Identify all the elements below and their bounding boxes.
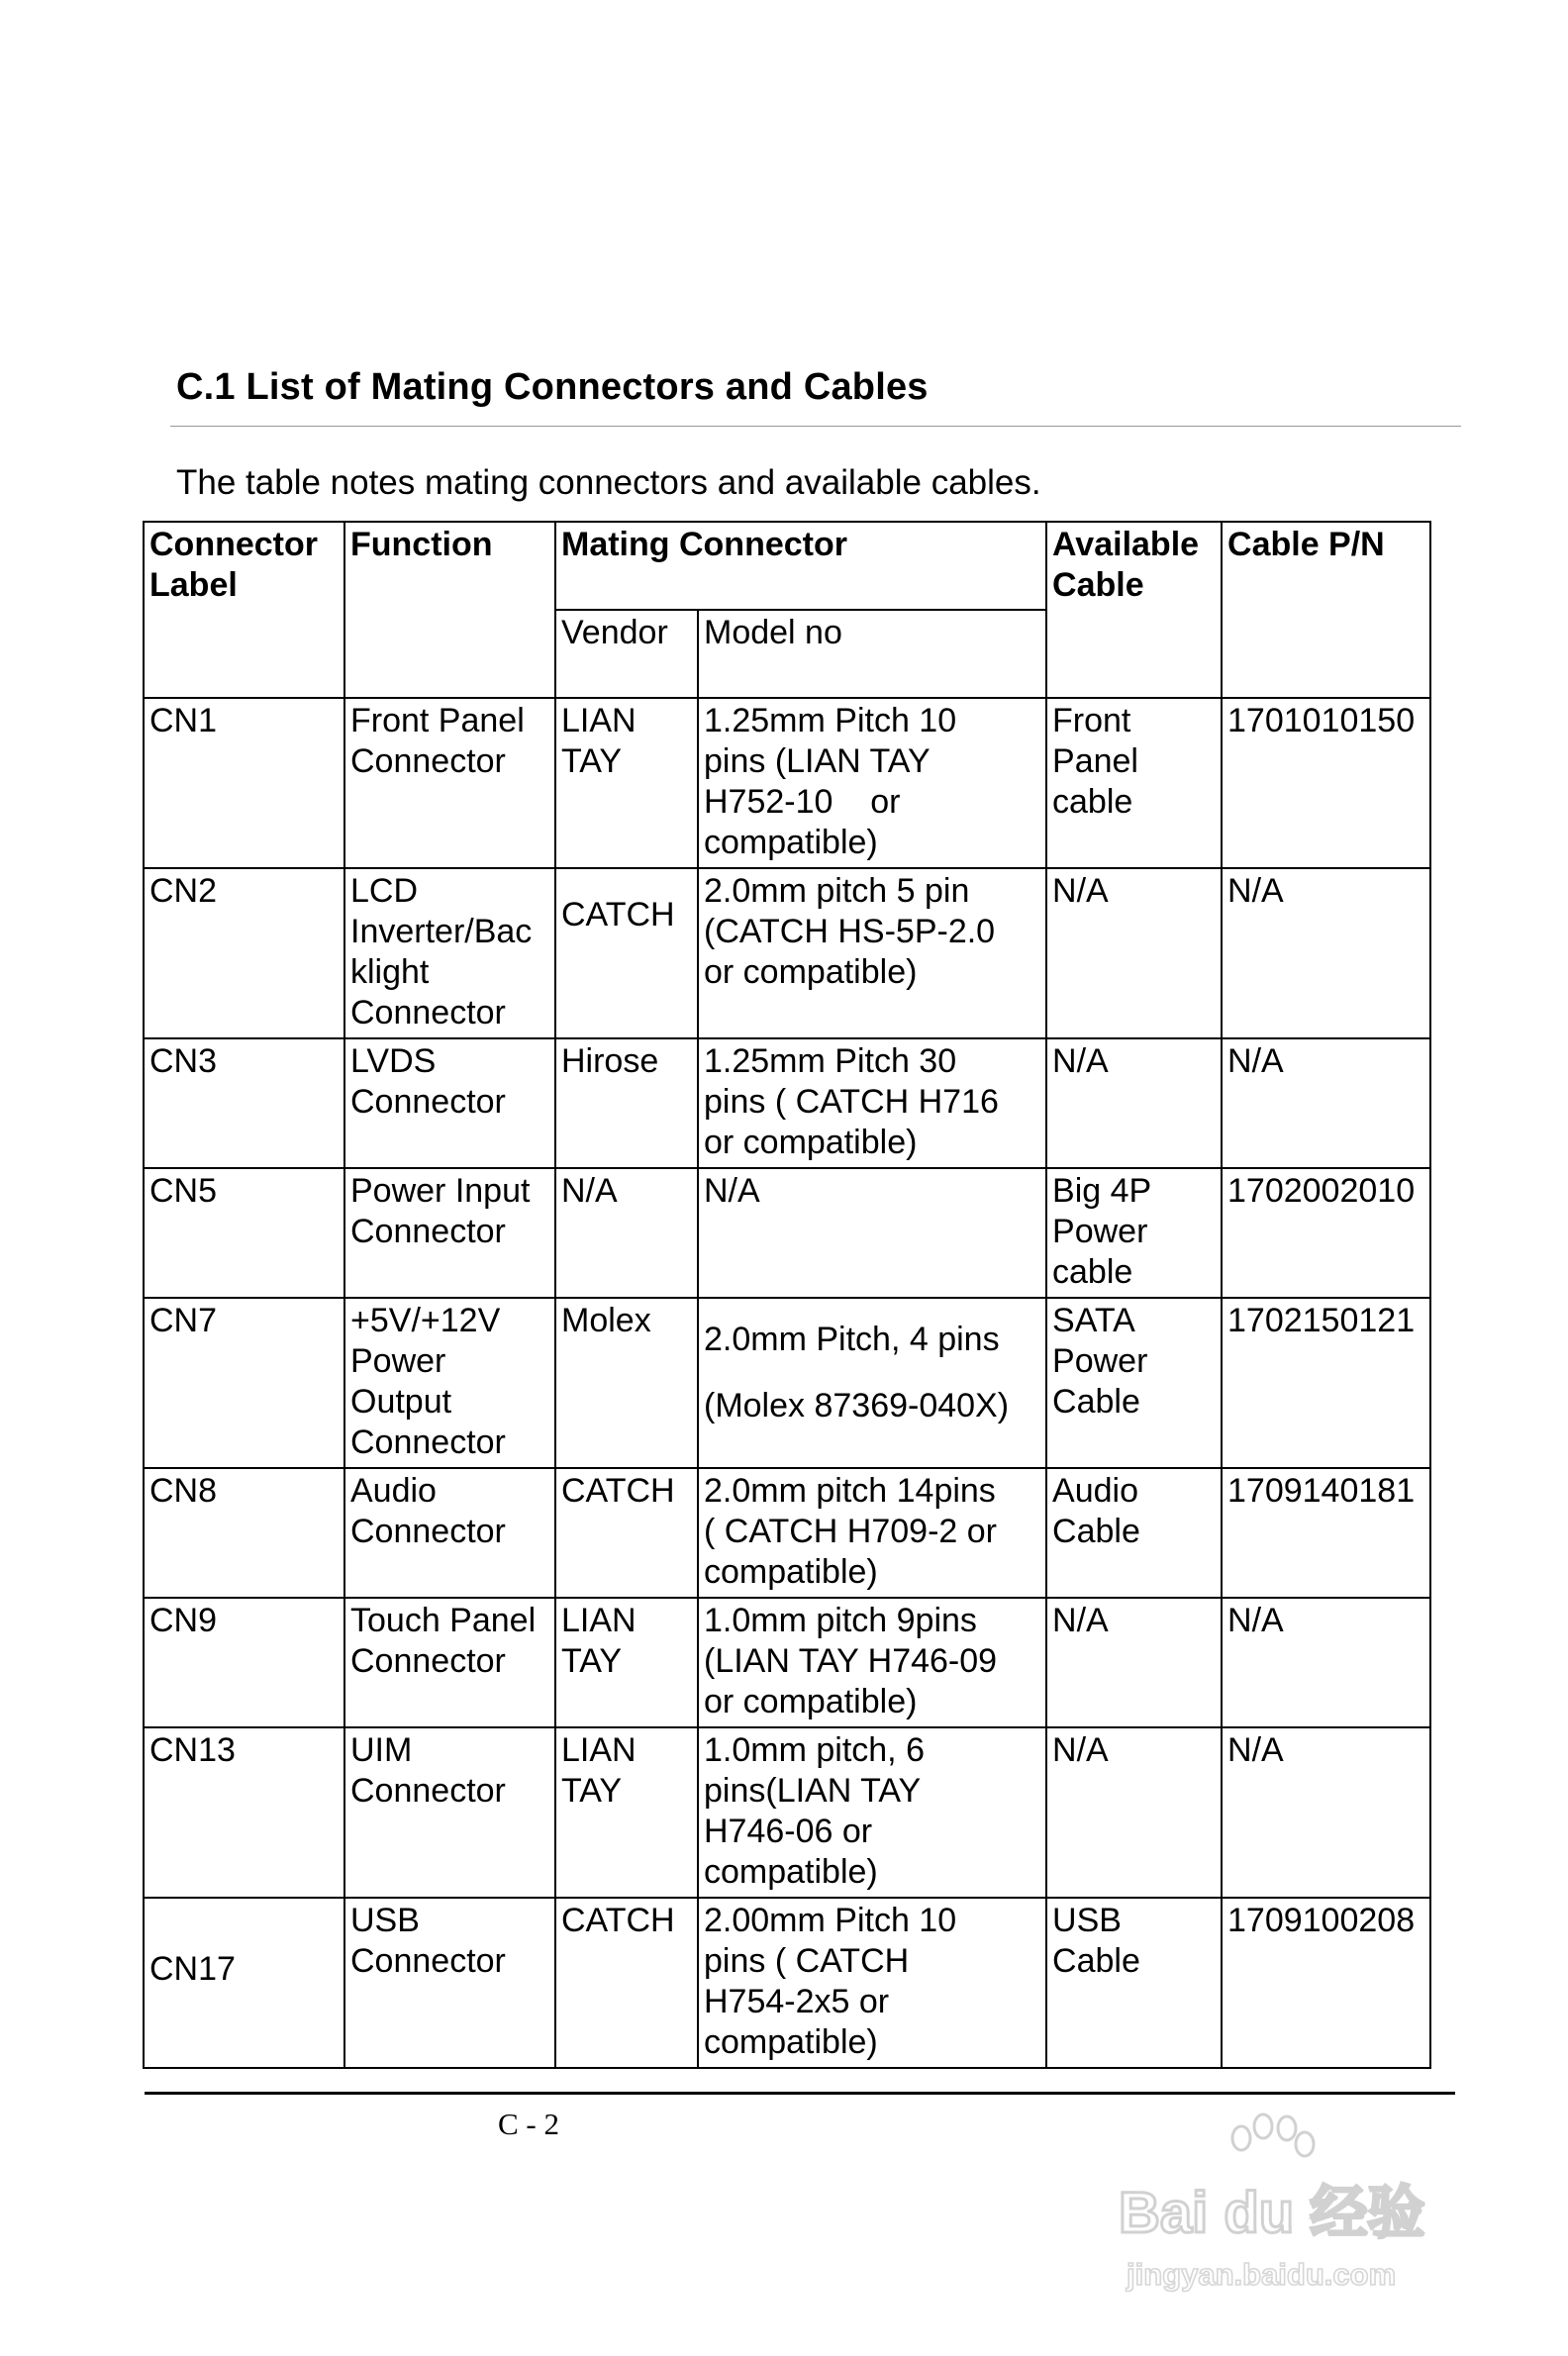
cell-vendor: Molex xyxy=(555,1298,698,1468)
header-cable-pn: Cable P/N xyxy=(1222,522,1430,698)
cell-function: USB Connector xyxy=(344,1898,555,2068)
page-number: C - 2 xyxy=(498,2107,559,2141)
header-function: Function xyxy=(344,522,555,698)
cell-cable: Big 4P Power cable xyxy=(1046,1168,1222,1298)
cell-label: CN13 xyxy=(144,1727,344,1898)
cell-function: Touch Panel Connector xyxy=(344,1598,555,1727)
watermark-brand: Bai du 经验 xyxy=(1119,2181,1425,2245)
cell-label: CN9 xyxy=(144,1598,344,1727)
watermark-url: jingyan.baidu.com xyxy=(1127,2257,1397,2292)
cell-function: LVDS Connector xyxy=(344,1038,555,1168)
cell-pn: 1709140181 xyxy=(1222,1468,1430,1598)
cell-pn: N/A xyxy=(1222,1727,1430,1898)
cell-cable: N/A xyxy=(1046,1598,1222,1727)
cell-model: 1.0mm pitch 9pins (LIAN TAY H746-09 or compatible) xyxy=(698,1598,1046,1727)
cell-label: CN17 xyxy=(144,1898,344,2068)
cell-function: LCD Inverter/Bac klight Connector xyxy=(344,868,555,1038)
cell-cable: SATA Power Cable xyxy=(1046,1298,1222,1468)
table-row xyxy=(144,698,1430,868)
footer-divider xyxy=(145,2092,1455,2095)
paw-logo-icon xyxy=(1232,2114,1314,2156)
cell-model: N/A xyxy=(698,1168,1046,1298)
cell-cable: N/A xyxy=(1046,1038,1222,1168)
model-line: (Molex 87369-040X) xyxy=(704,1387,1010,1424)
header-vendor: Vendor xyxy=(555,610,698,698)
cell-cable: N/A xyxy=(1046,868,1222,1038)
cell-function: Audio Connector xyxy=(344,1468,555,1598)
cell-label: CN7 xyxy=(144,1298,344,1468)
cell-function: Front Panel Connector xyxy=(344,698,555,868)
cell-pn: N/A xyxy=(1222,868,1430,1038)
model-line: 2.0mm Pitch, 4 pins xyxy=(704,1321,1000,1358)
cell-label: CN8 xyxy=(144,1468,344,1598)
cell-model xyxy=(698,1298,1046,1468)
heading-divider xyxy=(170,426,1461,427)
cell-label: CN3 xyxy=(144,1038,344,1168)
table-row xyxy=(144,1038,1430,1168)
cell-function: Power Input Connector xyxy=(344,1168,555,1298)
cell-pn: 1702002010 xyxy=(1222,1168,1430,1298)
mating-connectors-table xyxy=(143,521,1431,2069)
header-mating-connector: Mating Connector xyxy=(555,522,1046,610)
cell-model: 1.25mm Pitch 30 pins ( CATCH H716 or compatible) xyxy=(698,1038,1046,1168)
header-available-cable: Available Cable xyxy=(1046,522,1222,698)
cell-model: 1.0mm pitch, 6 pins(LIAN TAY H746-06 or compatible) xyxy=(698,1727,1046,1898)
cell-vendor: LIAN TAY xyxy=(555,698,698,868)
table-row xyxy=(144,1727,1430,1898)
cell-model: 2.00mm Pitch 10 pins ( CATCH H754-2x5 or compatible) xyxy=(698,1898,1046,2068)
cell-function: UIM Connector xyxy=(344,1727,555,1898)
table-row xyxy=(144,1598,1430,1727)
cell-label: CN2 xyxy=(144,868,344,1038)
cell-vendor: Hirose xyxy=(555,1038,698,1168)
header-connector-label: Connector Label xyxy=(144,522,344,698)
cell-pn: 1701010150 xyxy=(1222,698,1430,868)
cell-function: +5V/+12V Power Output Connector xyxy=(344,1298,555,1468)
baidu-jingyan-watermark xyxy=(1097,2099,1473,2297)
cell-pn: 1702150121 xyxy=(1222,1298,1430,1468)
intro-text: The table notes mating connectors and available cables. xyxy=(176,463,1041,502)
cell-label: CN1 xyxy=(144,698,344,868)
cell-model: 1.25mm Pitch 10 pins (LIAN TAY H752-10 or compatible) xyxy=(698,698,1046,868)
cell-vendor: CATCH xyxy=(555,1898,698,2068)
cell-cable: Audio Cable xyxy=(1046,1468,1222,1598)
cell-vendor: CATCH xyxy=(555,1468,698,1598)
cell-model: 2.0mm pitch 5 pin (CATCH HS-5P-2.0 or compatible) xyxy=(698,868,1046,1038)
cell-vendor: N/A xyxy=(555,1168,698,1298)
cell-vendor: CATCH xyxy=(555,868,698,1038)
cell-label: CN5 xyxy=(144,1168,344,1298)
cell-pn: 1709100208 xyxy=(1222,1898,1430,2068)
cell-pn: N/A xyxy=(1222,1038,1430,1168)
table-row xyxy=(144,1298,1430,1468)
cell-cable: USB Cable xyxy=(1046,1898,1222,2068)
table-row xyxy=(144,1468,1430,1598)
cell-cable: N/A xyxy=(1046,1727,1222,1898)
table-row xyxy=(144,868,1430,1038)
table-row xyxy=(144,1898,1430,2068)
cell-cable: Front Panel cable xyxy=(1046,698,1222,868)
section-heading: C.1 List of Mating Connectors and Cables xyxy=(176,366,929,408)
cell-vendor: LIAN TAY xyxy=(555,1598,698,1727)
cell-vendor: LIAN TAY xyxy=(555,1727,698,1898)
cell-model: 2.0mm pitch 14pins ( CATCH H709-2 or compatible) xyxy=(698,1468,1046,1598)
header-model-no: Model no xyxy=(698,610,1046,698)
table-row xyxy=(144,1168,1430,1298)
cell-pn: N/A xyxy=(1222,1598,1430,1727)
